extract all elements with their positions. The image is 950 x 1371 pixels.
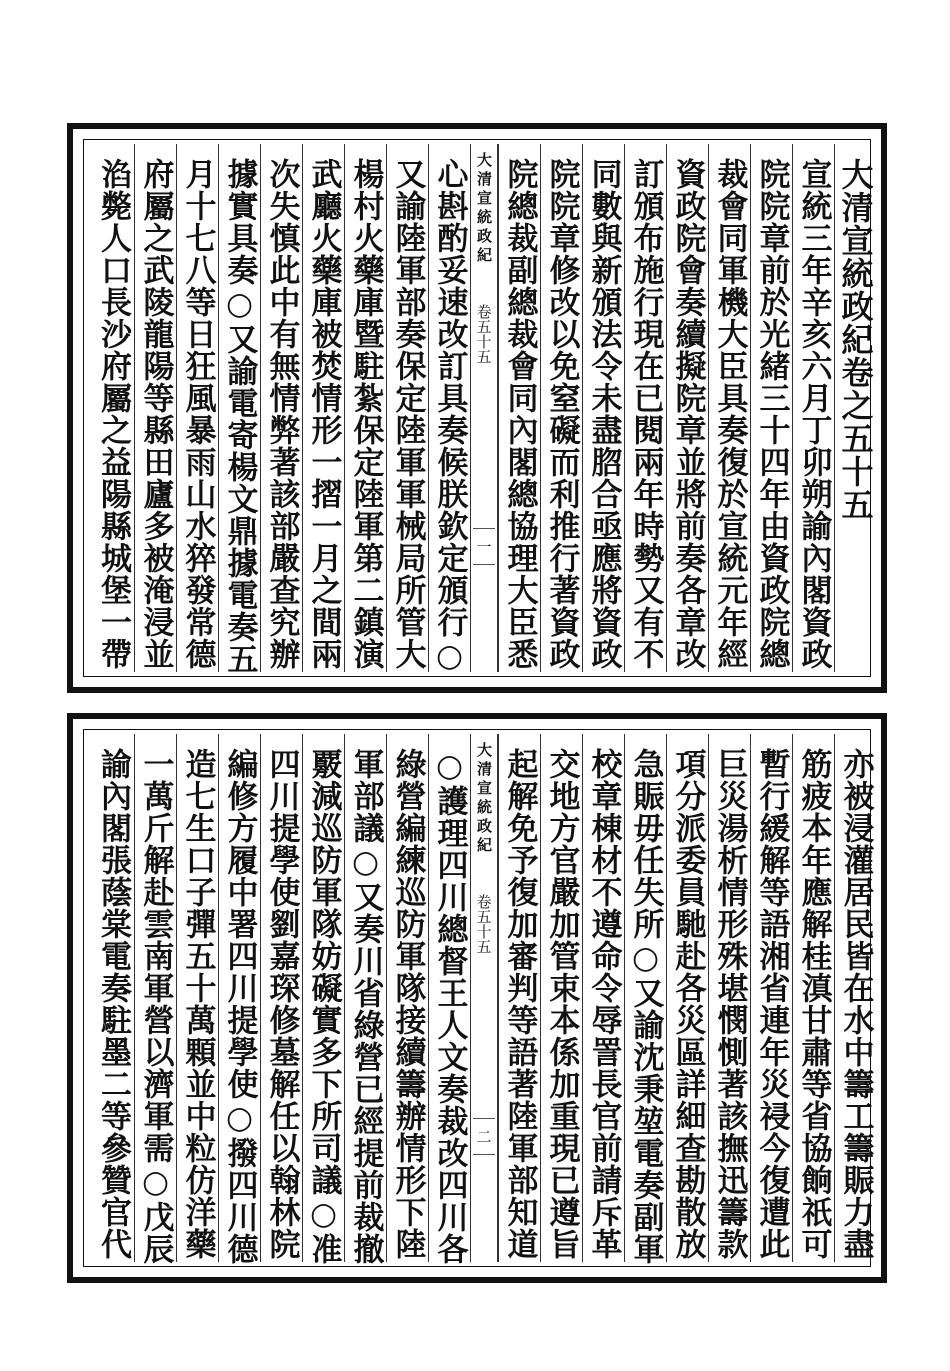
top-page-frame: [67, 123, 887, 693]
bottom-col-9: [498, 734, 540, 1262]
top-page-inner-border: [83, 139, 875, 677]
bottom-col-18: [92, 734, 134, 1262]
text-column: 訂頒布施行現在已閱兩年時勢又有不: [627, 158, 664, 670]
bottom-col-8: [540, 734, 582, 1262]
text-column: 一萬斤解赴雲南軍營以濟軍需○戊辰: [137, 748, 174, 1265]
volume-label: 卷五十五: [474, 894, 493, 954]
top-col-16: [176, 144, 218, 672]
top-col-12: [344, 144, 386, 672]
text-column: 心斟酌妥速改訂具奏候朕欽定頒行○: [431, 158, 468, 675]
running-title: 大清宣統政紀: [475, 152, 493, 266]
fold-mark: [473, 1154, 495, 1155]
text-column: 院院章修改以免窒礙而利推行著資政: [543, 158, 580, 670]
text-column: 武廳火藥庫被焚情形一摺一月之間兩: [305, 158, 342, 670]
text-column: 覈減巡防軍隊妨礙實多下所司議○准: [305, 748, 342, 1265]
text-column: 資政院會奏續擬院章並將前奏各章改: [669, 158, 706, 670]
text-column: 軍部議○又奏川省綠營已經提前裁撤: [347, 748, 384, 1265]
top-col-14: [260, 144, 302, 672]
fold-mark: [473, 564, 495, 565]
text-column: 筋疲本年應解桂滇甘肅等省協餉祇可: [795, 748, 832, 1260]
text-column: 編修方履中署四川提學使○撥四川德: [221, 748, 258, 1265]
top-col-17: [134, 144, 176, 672]
bottom-col-16: [176, 734, 218, 1262]
top-col-11: [386, 144, 428, 672]
text-column: 淊斃人口長沙府屬之益陽縣城堡一帶: [95, 158, 131, 670]
text-column: ○護理四川總督王人文奏裁改四川各: [431, 748, 468, 1265]
text-column: 同數與新頒法令未盡脗合亟應將資政: [585, 158, 622, 670]
text-column: 造七生口子彈五十萬顆並中粒仿洋藥: [179, 748, 216, 1260]
text-column: 據實具奏○又諭電寄楊文鼎據電奏五: [221, 158, 258, 675]
bottom-col-5: [666, 734, 708, 1262]
top-col-9: [498, 144, 540, 672]
top-col-10: [428, 144, 470, 675]
bottom-col-12: [344, 734, 386, 1265]
bottom-col-13: [302, 734, 344, 1265]
bottom-col-10: [428, 734, 470, 1265]
fold-mark: [473, 528, 495, 529]
bottom-col-17: [134, 734, 176, 1265]
fold-mark: [473, 1118, 495, 1119]
text-column: 交地方官嚴加管束本係加重現已遵旨: [543, 748, 580, 1260]
text-column: 暫行緩解等語湘省連年災祲今復遭此: [753, 748, 790, 1260]
text-column: 院總裁副總裁會同內閣總協理大臣悉: [501, 158, 538, 670]
bottom-col-4: [708, 734, 750, 1262]
top-col-5: [666, 144, 708, 672]
text-column: 校章棟材不遵命令辱詈長官前請斥革: [585, 748, 622, 1260]
text-column: 月十七八等日狂風暴雨山水猝發常德: [179, 158, 216, 670]
volume-label: 卷五十五: [474, 304, 493, 364]
text-column: 諭內閣張蔭棠電奏駐墨二等參贊官代: [95, 748, 131, 1260]
text-column: 宣統三年辛亥六月丁卯朔諭內閣資政: [795, 158, 832, 670]
top-col-7: [582, 144, 624, 672]
text-column: 府屬之武陵龍陽等縣田廬多被淹浸並: [137, 158, 174, 670]
bottom-page-frame: [67, 713, 887, 1283]
bottom-col-11: [386, 734, 428, 1262]
bottom-col-2: [792, 734, 834, 1262]
top-col-3: [750, 144, 792, 672]
text-column: 又諭陸軍部奏保定陸軍軍械局所管大: [389, 158, 426, 670]
text-column: 巨災湯析情形殊堪憫惻著該撫迅籌款: [711, 748, 748, 1260]
top-col-18: [92, 144, 134, 672]
text-column: 綠營編練巡防軍隊接續籌辦情形下陸: [389, 748, 426, 1260]
bottom-col-7: [582, 734, 624, 1262]
text-column: 起解免予復加審判等語著陸軍部知道: [501, 748, 538, 1260]
bottom-page-inner-border: [83, 729, 874, 1267]
text-column: 亦被浸灌居民皆在水中籌工籌賑力盡: [837, 748, 874, 1260]
folio-number: 一: [474, 539, 493, 554]
top-col-6: [624, 144, 666, 672]
top-col-13: [302, 144, 344, 672]
top-col-1: [834, 144, 876, 672]
text-column: 項分派委員馳赴各災區詳細查勘散放: [669, 748, 706, 1260]
text-column: 急賑毋任失所○又諭沈秉堃電奏副軍: [627, 748, 664, 1265]
text-column: 院院章前於光緒三十四年由資政院總: [753, 158, 790, 670]
text-column: 裁會同軍機大臣具奏復於宣統元年經: [711, 158, 748, 670]
top-col-2: [792, 144, 834, 672]
bottom-center-strip: [470, 734, 498, 1262]
running-title: 大清宣統政紀: [475, 742, 493, 856]
bottom-col-15: [218, 734, 260, 1265]
top-center-strip: [470, 144, 498, 672]
folio-number: 二: [474, 1129, 493, 1144]
top-col-15: [218, 144, 260, 675]
top-col-8: [540, 144, 582, 672]
text-column: 四川提學使劉嘉琛修墓解任以翰林院: [263, 748, 300, 1260]
top-page-title: 大清宣統政紀卷之五十五: [836, 158, 875, 521]
text-column: 楊村火藥庫暨駐紮保定陸軍第二鎮演: [347, 158, 384, 670]
bottom-col-3: [750, 734, 792, 1262]
bottom-col-1: [834, 734, 876, 1262]
top-col-4: [708, 144, 750, 672]
bottom-col-6: [624, 734, 666, 1265]
text-column: 次失慎此中有無情弊著該部嚴查究辦: [263, 158, 300, 670]
bottom-col-14: [260, 734, 302, 1262]
